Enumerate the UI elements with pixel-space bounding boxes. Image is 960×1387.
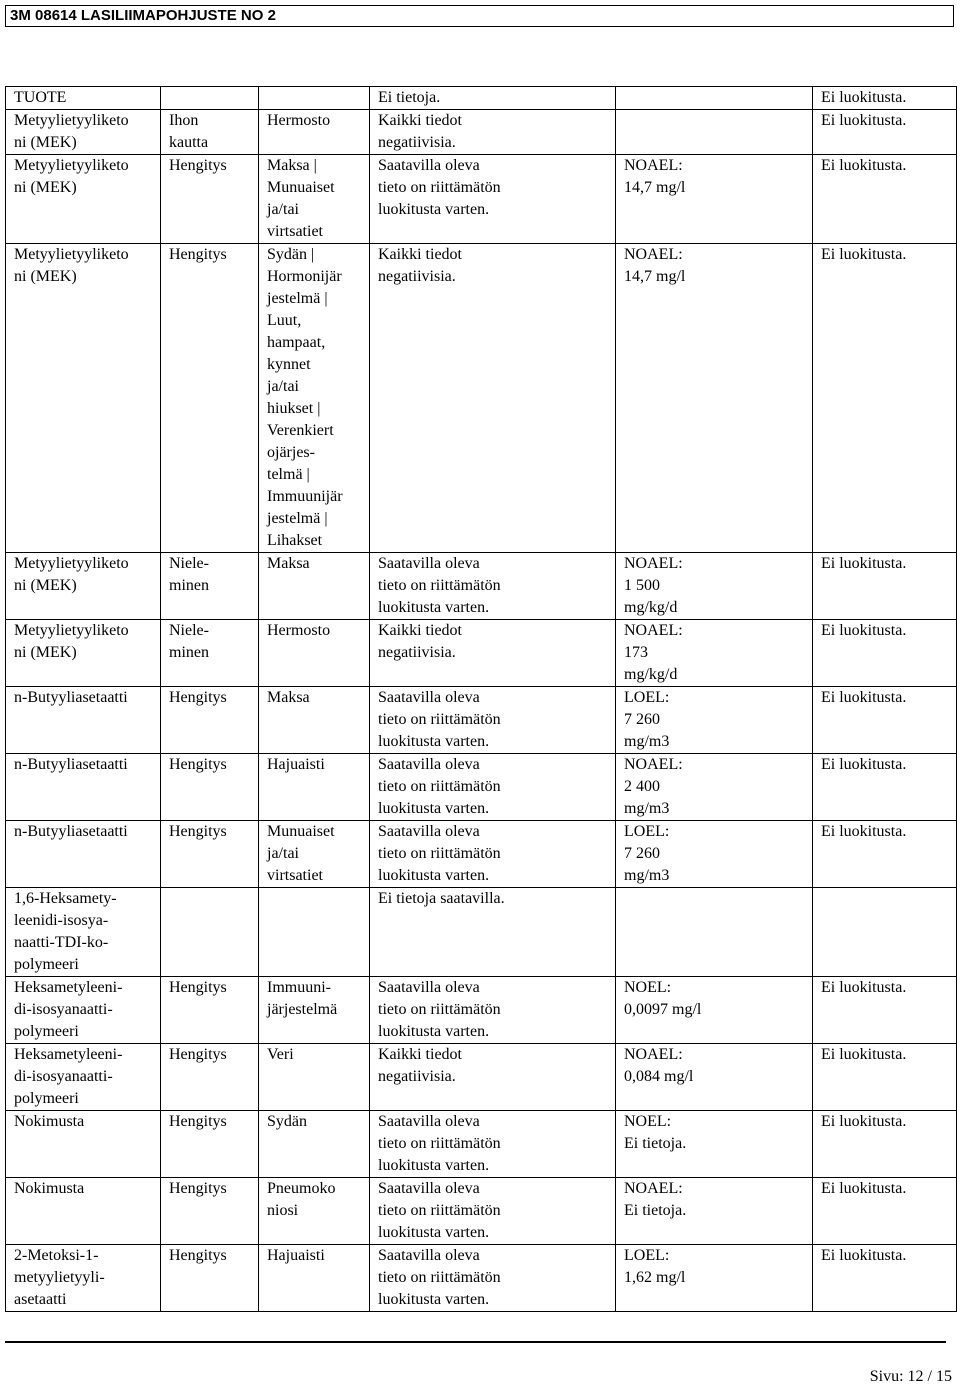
- footer-divider: [5, 1341, 946, 1343]
- cell-classification: [813, 888, 957, 977]
- cell-dose: [616, 888, 813, 977]
- cell-result: Kaikki tiedot negatiivisia.: [370, 1044, 616, 1111]
- cell-dose: NOAEL: Ei tietoja.: [616, 1178, 813, 1245]
- cell-dose: NOAEL: 14,7 mg/l: [616, 155, 813, 244]
- cell-route: Hengitys: [161, 1044, 259, 1111]
- table-row: [6, 754, 957, 821]
- table-row: [6, 888, 957, 977]
- table-row: [6, 620, 957, 687]
- cell-route: Hengitys: [161, 155, 259, 244]
- table-row: [6, 687, 957, 754]
- cell-substance: Metyylietyyliketo ni (MEK): [6, 155, 161, 244]
- cell-target-organ: Pneumoko niosi: [259, 1178, 370, 1245]
- page-current: 12: [907, 1368, 924, 1385]
- cell-target-organ: Maksa: [259, 553, 370, 620]
- cell-substance: 1,6-Heksamety- leenidi-isosya- naatti-TDI-ko- polymeeri: [6, 888, 161, 977]
- cell-result: Saatavilla oleva tieto on riittämätön luokitusta varten.: [370, 754, 616, 821]
- cell-route: Hengitys: [161, 754, 259, 821]
- cell-target-organ: Maksa | Munuaiset ja/tai virtsatiet: [259, 155, 370, 244]
- page-separator: /: [927, 1368, 932, 1385]
- table-row: [6, 977, 957, 1044]
- cell-classification: Ei luokitusta.: [813, 1044, 957, 1111]
- cell-classification: Ei luokitusta.: [813, 687, 957, 754]
- table-row: [6, 1178, 957, 1245]
- cell-substance: Nokimusta: [6, 1178, 161, 1245]
- table-row: [6, 553, 957, 620]
- page-total: 15: [936, 1368, 952, 1385]
- cell-dose: NOAEL: 0,084 mg/l: [616, 1044, 813, 1111]
- cell-route: [161, 888, 259, 977]
- cell-target-organ: Immuuni- järjestelmä: [259, 977, 370, 1044]
- cell-classification: Ei luokitusta.: [813, 1111, 957, 1178]
- cell-substance: Nokimusta: [6, 1111, 161, 1178]
- cell-dose: [616, 110, 813, 155]
- cell-result: Saatavilla oleva tieto on riittämätön luokitusta varten.: [370, 1178, 616, 1245]
- table-row: [6, 110, 957, 155]
- cell-classification: Ei luokitusta.: [813, 754, 957, 821]
- cell-result: Saatavilla oleva tieto on riittämätön luokitusta varten.: [370, 1111, 616, 1178]
- cell-result: Saatavilla oleva tieto on riittämätön luokitusta varten.: [370, 821, 616, 888]
- cell-target-organ: Sydän | Hormonijär jestelmä | Luut, hampaat, kynnet ja/tai hiukset | Verenkiert ojärjes- telmä | Immuunijär jestelmä | Lihakset: [259, 244, 370, 553]
- cell-classification: Ei luokitusta.: [813, 110, 957, 155]
- cell-route: Niele- minen: [161, 620, 259, 687]
- cell-classification: Ei luokitusta.: [813, 87, 957, 110]
- cell-substance: TUOTE: [6, 87, 161, 110]
- cell-route: Hengitys: [161, 1178, 259, 1245]
- cell-target-organ: Hermosto: [259, 110, 370, 155]
- cell-result: Ei tietoja.: [370, 87, 616, 110]
- table-row: [6, 87, 957, 110]
- cell-classification: Ei luokitusta.: [813, 620, 957, 687]
- table-row: [6, 821, 957, 888]
- table-row: [6, 244, 957, 553]
- table-row: [6, 1111, 957, 1178]
- cell-result: Saatavilla oleva tieto on riittämätön luokitusta varten.: [370, 977, 616, 1044]
- cell-result: Saatavilla oleva tieto on riittämätön luokitusta varten.: [370, 553, 616, 620]
- cell-classification: Ei luokitusta.: [813, 1178, 957, 1245]
- page-number: [870, 1368, 952, 1386]
- cell-result: Kaikki tiedot negatiivisia.: [370, 620, 616, 687]
- cell-route: Ihon kautta: [161, 110, 259, 155]
- cell-classification: Ei luokitusta.: [813, 977, 957, 1044]
- cell-dose: LOEL: 7 260 mg/m3: [616, 687, 813, 754]
- cell-classification: Ei luokitusta.: [813, 1245, 957, 1312]
- cell-target-organ: Hajuaisti: [259, 754, 370, 821]
- cell-target-organ: [259, 87, 370, 110]
- cell-target-organ: [259, 888, 370, 977]
- cell-substance: n-Butyyliasetaatti: [6, 687, 161, 754]
- cell-substance: Metyylietyyliketo ni (MEK): [6, 620, 161, 687]
- cell-dose: NOAEL: 2 400 mg/m3: [616, 754, 813, 821]
- document-header: 3M 08614 LASILIIMAPOHJUSTE NO 2: [5, 5, 954, 27]
- cell-result: Saatavilla oleva tieto on riittämätön luokitusta varten.: [370, 155, 616, 244]
- cell-result: Kaikki tiedot negatiivisia.: [370, 110, 616, 155]
- cell-route: Hengitys: [161, 1245, 259, 1312]
- cell-target-organ: Veri: [259, 1044, 370, 1111]
- cell-substance: Metyylietyyliketo ni (MEK): [6, 110, 161, 155]
- toxicity-table: [5, 86, 957, 1312]
- cell-target-organ: Sydän: [259, 1111, 370, 1178]
- cell-route: Hengitys: [161, 821, 259, 888]
- cell-result: Saatavilla oleva tieto on riittämätön luokitusta varten.: [370, 687, 616, 754]
- page-label: Sivu:: [869, 1368, 904, 1385]
- cell-route: Hengitys: [161, 244, 259, 553]
- cell-route: [161, 87, 259, 110]
- cell-dose: NOEL: 0,0097 mg/l: [616, 977, 813, 1044]
- cell-target-organ: Munuaiset ja/tai virtsatiet: [259, 821, 370, 888]
- cell-route: Hengitys: [161, 687, 259, 754]
- cell-dose: NOAEL: 14,7 mg/l: [616, 244, 813, 553]
- cell-classification: Ei luokitusta.: [813, 821, 957, 888]
- cell-substance: Heksametyleeni- di-isosyanaatti- polymeeri: [6, 1044, 161, 1111]
- cell-target-organ: Hajuaisti: [259, 1245, 370, 1312]
- cell-result: Kaikki tiedot negatiivisia.: [370, 244, 616, 553]
- cell-dose: NOAEL: 1 500 mg/kg/d: [616, 553, 813, 620]
- table-row: [6, 1245, 957, 1312]
- cell-route: Hengitys: [161, 977, 259, 1044]
- cell-route: Hengitys: [161, 1111, 259, 1178]
- table-row: [6, 155, 957, 244]
- cell-classification: Ei luokitusta.: [813, 155, 957, 244]
- cell-classification: Ei luokitusta.: [813, 244, 957, 553]
- cell-substance: n-Butyyliasetaatti: [6, 754, 161, 821]
- cell-substance: Heksametyleeni- di-isosyanaatti- polymeeri: [6, 977, 161, 1044]
- cell-dose: NOEL: Ei tietoja.: [616, 1111, 813, 1178]
- cell-dose: LOEL: 7 260 mg/m3: [616, 821, 813, 888]
- cell-classification: Ei luokitusta.: [813, 553, 957, 620]
- cell-substance: Metyylietyyliketo ni (MEK): [6, 553, 161, 620]
- cell-substance: n-Butyyliasetaatti: [6, 821, 161, 888]
- cell-substance: 2-Metoksi-1- metyylietyyli- asetaatti: [6, 1245, 161, 1312]
- cell-route: Niele- minen: [161, 553, 259, 620]
- cell-dose: NOAEL: 173 mg/kg/d: [616, 620, 813, 687]
- table-row: [6, 1044, 957, 1111]
- cell-target-organ: Hermosto: [259, 620, 370, 687]
- cell-target-organ: Maksa: [259, 687, 370, 754]
- cell-result: Ei tietoja saatavilla.: [370, 888, 616, 977]
- cell-dose: LOEL: 1,62 mg/l: [616, 1245, 813, 1312]
- cell-substance: Metyylietyyliketo ni (MEK): [6, 244, 161, 553]
- cell-result: Saatavilla oleva tieto on riittämätön luokitusta varten.: [370, 1245, 616, 1312]
- cell-dose: [616, 87, 813, 110]
